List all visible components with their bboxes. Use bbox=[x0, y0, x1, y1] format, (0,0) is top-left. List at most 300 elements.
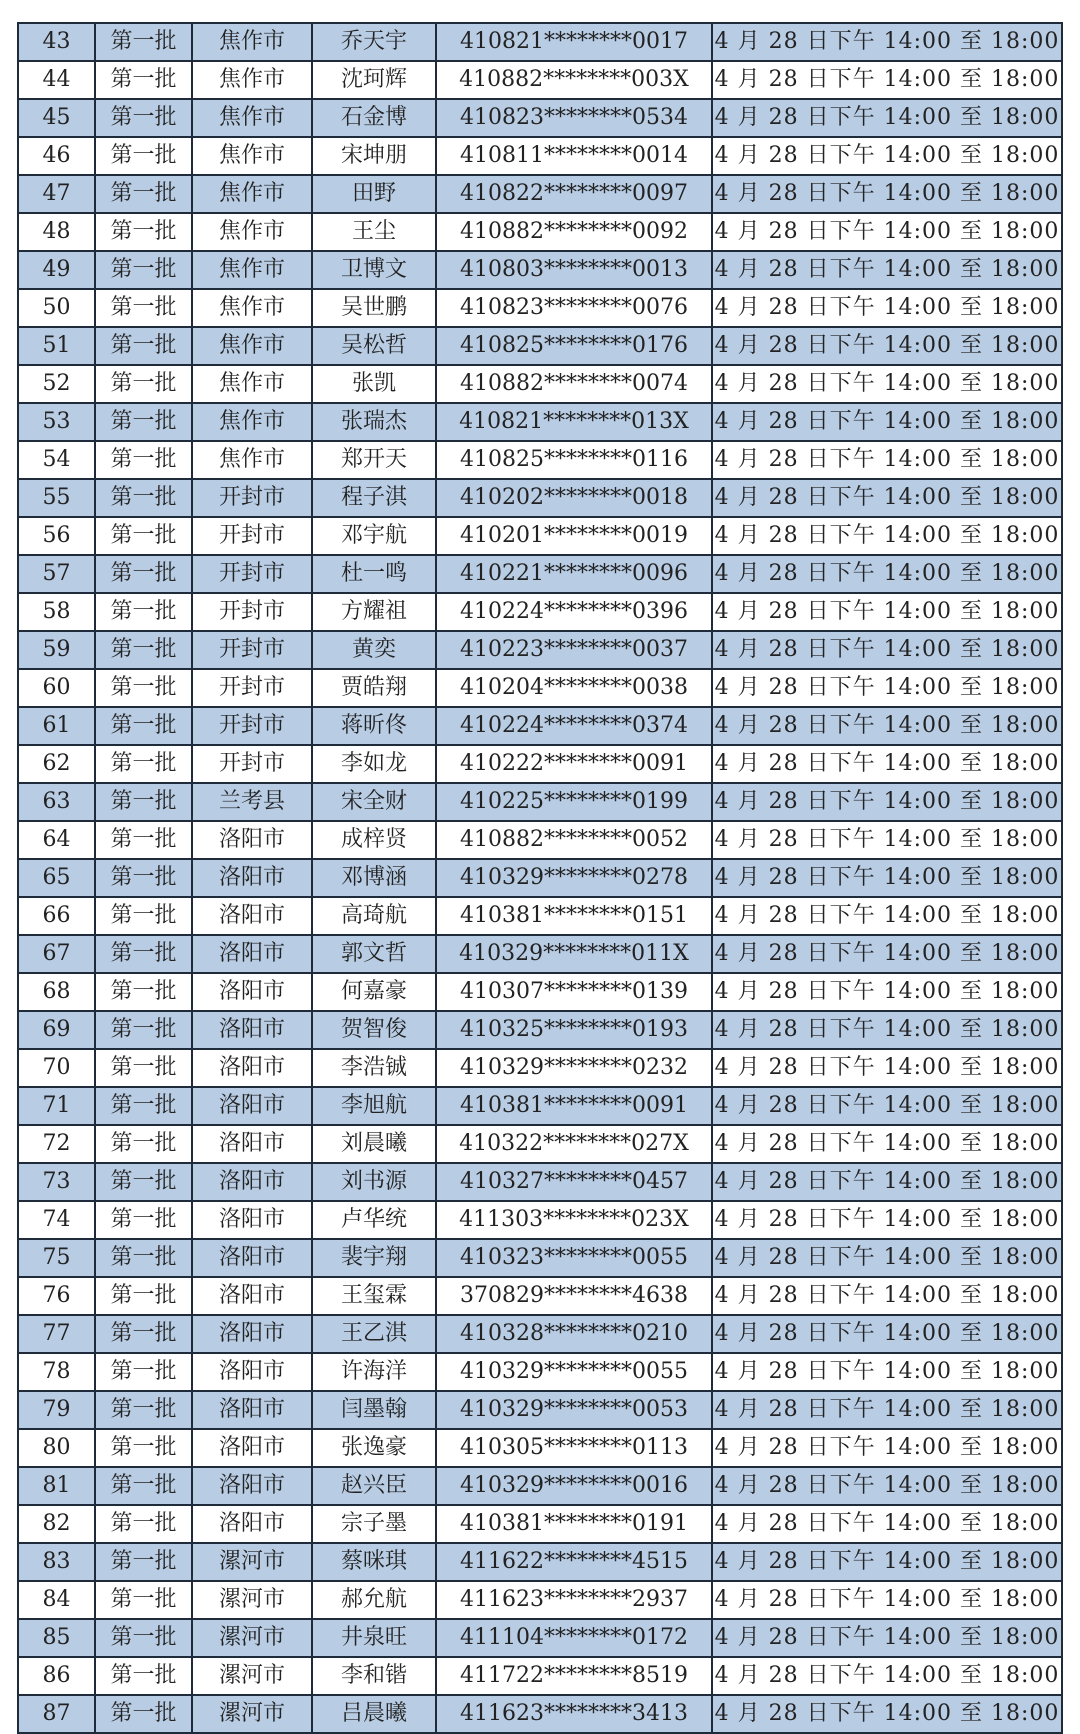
row-number-cell: 69 bbox=[18, 1011, 95, 1049]
table-row bbox=[18, 403, 1062, 441]
row-number-cell: 65 bbox=[18, 859, 95, 897]
row-number-cell: 45 bbox=[18, 99, 95, 137]
id-number-cell: 410329********0055 bbox=[436, 1353, 712, 1391]
city-cell: 焦作市 bbox=[192, 327, 312, 365]
city-cell: 洛阳市 bbox=[192, 1505, 312, 1543]
batch-cell: 第一批 bbox=[95, 1315, 192, 1353]
city-cell: 焦作市 bbox=[192, 251, 312, 289]
row-number-cell: 71 bbox=[18, 1087, 95, 1125]
batch-cell: 第一批 bbox=[95, 213, 192, 251]
id-number-cell: 411623********3413 bbox=[436, 1695, 712, 1733]
name-cell: 宋坤朋 bbox=[312, 137, 436, 175]
name-cell: 方耀祖 bbox=[312, 593, 436, 631]
row-number-cell: 85 bbox=[18, 1619, 95, 1657]
row-number-cell: 47 bbox=[18, 175, 95, 213]
city-cell: 焦作市 bbox=[192, 137, 312, 175]
time-slot-cell: 4 月 28 日下午 14:00 至 18:00 bbox=[712, 479, 1062, 517]
name-cell: 邓博涵 bbox=[312, 859, 436, 897]
name-cell: 沈珂辉 bbox=[312, 61, 436, 99]
row-number-cell: 77 bbox=[18, 1315, 95, 1353]
time-slot-cell: 4 月 28 日下午 14:00 至 18:00 bbox=[712, 935, 1062, 973]
id-number-cell: 410223********0037 bbox=[436, 631, 712, 669]
row-number-cell: 86 bbox=[18, 1657, 95, 1695]
batch-cell: 第一批 bbox=[95, 289, 192, 327]
city-cell: 洛阳市 bbox=[192, 897, 312, 935]
batch-cell: 第一批 bbox=[95, 441, 192, 479]
city-cell: 漯河市 bbox=[192, 1581, 312, 1619]
row-number-cell: 81 bbox=[18, 1467, 95, 1505]
name-cell: 吴世鹏 bbox=[312, 289, 436, 327]
batch-cell: 第一批 bbox=[95, 1619, 192, 1657]
table-row bbox=[18, 1391, 1062, 1429]
name-cell: 李旭航 bbox=[312, 1087, 436, 1125]
batch-cell: 第一批 bbox=[95, 745, 192, 783]
city-cell: 洛阳市 bbox=[192, 1467, 312, 1505]
city-cell: 开封市 bbox=[192, 555, 312, 593]
city-cell: 洛阳市 bbox=[192, 1239, 312, 1277]
id-number-cell: 410204********0038 bbox=[436, 669, 712, 707]
table-row bbox=[18, 365, 1062, 403]
time-slot-cell: 4 月 28 日下午 14:00 至 18:00 bbox=[712, 61, 1062, 99]
name-cell: 王乙淇 bbox=[312, 1315, 436, 1353]
city-cell: 开封市 bbox=[192, 593, 312, 631]
time-slot-cell: 4 月 28 日下午 14:00 至 18:00 bbox=[712, 821, 1062, 859]
batch-cell: 第一批 bbox=[95, 1695, 192, 1733]
batch-cell: 第一批 bbox=[95, 631, 192, 669]
name-cell: 程子淇 bbox=[312, 479, 436, 517]
name-cell: 郝允航 bbox=[312, 1581, 436, 1619]
time-slot-cell: 4 月 28 日下午 14:00 至 18:00 bbox=[712, 1163, 1062, 1201]
table-row bbox=[18, 707, 1062, 745]
name-cell: 郑开天 bbox=[312, 441, 436, 479]
id-number-cell: 410305********0113 bbox=[436, 1429, 712, 1467]
table-row bbox=[18, 1505, 1062, 1543]
batch-cell: 第一批 bbox=[95, 783, 192, 821]
row-number-cell: 60 bbox=[18, 669, 95, 707]
row-number-cell: 64 bbox=[18, 821, 95, 859]
name-cell: 邓宇航 bbox=[312, 517, 436, 555]
city-cell: 开封市 bbox=[192, 707, 312, 745]
city-cell: 焦作市 bbox=[192, 175, 312, 213]
city-cell: 焦作市 bbox=[192, 365, 312, 403]
id-number-cell: 410822********0097 bbox=[436, 175, 712, 213]
name-cell: 石金博 bbox=[312, 99, 436, 137]
table-row bbox=[18, 935, 1062, 973]
table-row bbox=[18, 593, 1062, 631]
name-cell: 李浩铖 bbox=[312, 1049, 436, 1087]
time-slot-cell: 4 月 28 日下午 14:00 至 18:00 bbox=[712, 745, 1062, 783]
name-cell: 赵兴臣 bbox=[312, 1467, 436, 1505]
roster-table-container bbox=[17, 22, 1061, 1734]
time-slot-cell: 4 月 28 日下午 14:00 至 18:00 bbox=[712, 1049, 1062, 1087]
name-cell: 何嘉豪 bbox=[312, 973, 436, 1011]
time-slot-cell: 4 月 28 日下午 14:00 至 18:00 bbox=[712, 441, 1062, 479]
city-cell: 兰考县 bbox=[192, 783, 312, 821]
row-number-cell: 79 bbox=[18, 1391, 95, 1429]
name-cell: 黄奕 bbox=[312, 631, 436, 669]
id-number-cell: 410381********0091 bbox=[436, 1087, 712, 1125]
batch-cell: 第一批 bbox=[95, 327, 192, 365]
row-number-cell: 83 bbox=[18, 1543, 95, 1581]
id-number-cell: 410224********0396 bbox=[436, 593, 712, 631]
id-number-cell: 410329********0232 bbox=[436, 1049, 712, 1087]
name-cell: 许海洋 bbox=[312, 1353, 436, 1391]
table-row bbox=[18, 821, 1062, 859]
city-cell: 漯河市 bbox=[192, 1543, 312, 1581]
id-number-cell: 410329********0053 bbox=[436, 1391, 712, 1429]
city-cell: 洛阳市 bbox=[192, 1429, 312, 1467]
time-slot-cell: 4 月 28 日下午 14:00 至 18:00 bbox=[712, 1353, 1062, 1391]
batch-cell: 第一批 bbox=[95, 99, 192, 137]
row-number-cell: 66 bbox=[18, 897, 95, 935]
time-slot-cell: 4 月 28 日下午 14:00 至 18:00 bbox=[712, 1505, 1062, 1543]
time-slot-cell: 4 月 28 日下午 14:00 至 18:00 bbox=[712, 1429, 1062, 1467]
id-number-cell: 410381********0151 bbox=[436, 897, 712, 935]
table-row bbox=[18, 1353, 1062, 1391]
name-cell: 张逸豪 bbox=[312, 1429, 436, 1467]
city-cell: 洛阳市 bbox=[192, 1391, 312, 1429]
table-row bbox=[18, 441, 1062, 479]
time-slot-cell: 4 月 28 日下午 14:00 至 18:00 bbox=[712, 897, 1062, 935]
id-number-cell: 410811********0014 bbox=[436, 137, 712, 175]
id-number-cell: 410381********0191 bbox=[436, 1505, 712, 1543]
batch-cell: 第一批 bbox=[95, 137, 192, 175]
row-number-cell: 52 bbox=[18, 365, 95, 403]
city-cell: 开封市 bbox=[192, 745, 312, 783]
id-number-cell: 410825********0116 bbox=[436, 441, 712, 479]
time-slot-cell: 4 月 28 日下午 14:00 至 18:00 bbox=[712, 1391, 1062, 1429]
city-cell: 洛阳市 bbox=[192, 1353, 312, 1391]
row-number-cell: 73 bbox=[18, 1163, 95, 1201]
time-slot-cell: 4 月 28 日下午 14:00 至 18:00 bbox=[712, 213, 1062, 251]
id-number-cell: 410882********0052 bbox=[436, 821, 712, 859]
city-cell: 洛阳市 bbox=[192, 1201, 312, 1239]
table-row bbox=[18, 1619, 1062, 1657]
city-cell: 洛阳市 bbox=[192, 821, 312, 859]
time-slot-cell: 4 月 28 日下午 14:00 至 18:00 bbox=[712, 859, 1062, 897]
row-number-cell: 78 bbox=[18, 1353, 95, 1391]
row-number-cell: 43 bbox=[18, 23, 95, 61]
time-slot-cell: 4 月 28 日下午 14:00 至 18:00 bbox=[712, 1125, 1062, 1163]
table-row bbox=[18, 783, 1062, 821]
row-number-cell: 58 bbox=[18, 593, 95, 631]
batch-cell: 第一批 bbox=[95, 479, 192, 517]
city-cell: 漯河市 bbox=[192, 1657, 312, 1695]
time-slot-cell: 4 月 28 日下午 14:00 至 18:00 bbox=[712, 1657, 1062, 1695]
time-slot-cell: 4 月 28 日下午 14:00 至 18:00 bbox=[712, 23, 1062, 61]
table-row bbox=[18, 1657, 1062, 1695]
table-row bbox=[18, 1429, 1062, 1467]
batch-cell: 第一批 bbox=[95, 707, 192, 745]
id-number-cell: 410323********0055 bbox=[436, 1239, 712, 1277]
city-cell: 洛阳市 bbox=[192, 973, 312, 1011]
batch-cell: 第一批 bbox=[95, 1201, 192, 1239]
row-number-cell: 44 bbox=[18, 61, 95, 99]
table-row bbox=[18, 1087, 1062, 1125]
batch-cell: 第一批 bbox=[95, 517, 192, 555]
time-slot-cell: 4 月 28 日下午 14:00 至 18:00 bbox=[712, 365, 1062, 403]
id-number-cell: 411303********023X bbox=[436, 1201, 712, 1239]
id-number-cell: 410882********0074 bbox=[436, 365, 712, 403]
table-row bbox=[18, 1277, 1062, 1315]
time-slot-cell: 4 月 28 日下午 14:00 至 18:00 bbox=[712, 99, 1062, 137]
row-number-cell: 63 bbox=[18, 783, 95, 821]
time-slot-cell: 4 月 28 日下午 14:00 至 18:00 bbox=[712, 1695, 1062, 1733]
row-number-cell: 51 bbox=[18, 327, 95, 365]
time-slot-cell: 4 月 28 日下午 14:00 至 18:00 bbox=[712, 669, 1062, 707]
id-number-cell: 410803********0013 bbox=[436, 251, 712, 289]
id-number-cell: 410825********0176 bbox=[436, 327, 712, 365]
name-cell: 卢华统 bbox=[312, 1201, 436, 1239]
id-number-cell: 411623********2937 bbox=[436, 1581, 712, 1619]
batch-cell: 第一批 bbox=[95, 23, 192, 61]
id-number-cell: 410823********0534 bbox=[436, 99, 712, 137]
table-row bbox=[18, 517, 1062, 555]
city-cell: 焦作市 bbox=[192, 213, 312, 251]
row-number-cell: 53 bbox=[18, 403, 95, 441]
table-row bbox=[18, 1581, 1062, 1619]
batch-cell: 第一批 bbox=[95, 1163, 192, 1201]
row-number-cell: 54 bbox=[18, 441, 95, 479]
id-number-cell: 410882********003X bbox=[436, 61, 712, 99]
row-number-cell: 76 bbox=[18, 1277, 95, 1315]
table-row bbox=[18, 1163, 1062, 1201]
table-row bbox=[18, 479, 1062, 517]
name-cell: 张瑞杰 bbox=[312, 403, 436, 441]
name-cell: 刘晨曦 bbox=[312, 1125, 436, 1163]
batch-cell: 第一批 bbox=[95, 821, 192, 859]
id-number-cell: 410329********0278 bbox=[436, 859, 712, 897]
row-number-cell: 68 bbox=[18, 973, 95, 1011]
row-number-cell: 55 bbox=[18, 479, 95, 517]
batch-cell: 第一批 bbox=[95, 1011, 192, 1049]
table-row bbox=[18, 859, 1062, 897]
table-row bbox=[18, 631, 1062, 669]
batch-cell: 第一批 bbox=[95, 403, 192, 441]
time-slot-cell: 4 月 28 日下午 14:00 至 18:00 bbox=[712, 1201, 1062, 1239]
name-cell: 乔天宇 bbox=[312, 23, 436, 61]
time-slot-cell: 4 月 28 日下午 14:00 至 18:00 bbox=[712, 1467, 1062, 1505]
table-row bbox=[18, 973, 1062, 1011]
table-row bbox=[18, 1543, 1062, 1581]
batch-cell: 第一批 bbox=[95, 593, 192, 631]
name-cell: 贾皓翔 bbox=[312, 669, 436, 707]
id-number-cell: 410328********0210 bbox=[436, 1315, 712, 1353]
id-number-cell: 410329********011X bbox=[436, 935, 712, 973]
city-cell: 洛阳市 bbox=[192, 935, 312, 973]
table-row bbox=[18, 99, 1062, 137]
roster-table-body bbox=[18, 23, 1062, 1733]
batch-cell: 第一批 bbox=[95, 1543, 192, 1581]
table-row bbox=[18, 289, 1062, 327]
batch-cell: 第一批 bbox=[95, 669, 192, 707]
table-row bbox=[18, 555, 1062, 593]
id-number-cell: 410325********0193 bbox=[436, 1011, 712, 1049]
city-cell: 焦作市 bbox=[192, 289, 312, 327]
city-cell: 洛阳市 bbox=[192, 1087, 312, 1125]
id-number-cell: 410821********013X bbox=[436, 403, 712, 441]
id-number-cell: 410221********0096 bbox=[436, 555, 712, 593]
time-slot-cell: 4 月 28 日下午 14:00 至 18:00 bbox=[712, 289, 1062, 327]
table-row bbox=[18, 175, 1062, 213]
time-slot-cell: 4 月 28 日下午 14:00 至 18:00 bbox=[712, 783, 1062, 821]
id-number-cell: 410327********0457 bbox=[436, 1163, 712, 1201]
name-cell: 田野 bbox=[312, 175, 436, 213]
row-number-cell: 46 bbox=[18, 137, 95, 175]
name-cell: 宗子墨 bbox=[312, 1505, 436, 1543]
city-cell: 洛阳市 bbox=[192, 1277, 312, 1315]
table-row bbox=[18, 213, 1062, 251]
time-slot-cell: 4 月 28 日下午 14:00 至 18:00 bbox=[712, 1087, 1062, 1125]
batch-cell: 第一批 bbox=[95, 859, 192, 897]
time-slot-cell: 4 月 28 日下午 14:00 至 18:00 bbox=[712, 175, 1062, 213]
id-number-cell: 410322********027X bbox=[436, 1125, 712, 1163]
time-slot-cell: 4 月 28 日下午 14:00 至 18:00 bbox=[712, 327, 1062, 365]
city-cell: 洛阳市 bbox=[192, 1011, 312, 1049]
batch-cell: 第一批 bbox=[95, 897, 192, 935]
row-number-cell: 87 bbox=[18, 1695, 95, 1733]
time-slot-cell: 4 月 28 日下午 14:00 至 18:00 bbox=[712, 1543, 1062, 1581]
city-cell: 洛阳市 bbox=[192, 1125, 312, 1163]
name-cell: 井泉旺 bbox=[312, 1619, 436, 1657]
id-number-cell: 411722********8519 bbox=[436, 1657, 712, 1695]
batch-cell: 第一批 bbox=[95, 935, 192, 973]
city-cell: 焦作市 bbox=[192, 61, 312, 99]
city-cell: 洛阳市 bbox=[192, 1049, 312, 1087]
city-cell: 开封市 bbox=[192, 669, 312, 707]
id-number-cell: 410882********0092 bbox=[436, 213, 712, 251]
id-number-cell: 410202********0018 bbox=[436, 479, 712, 517]
table-row bbox=[18, 327, 1062, 365]
table-row bbox=[18, 1011, 1062, 1049]
name-cell: 卫博文 bbox=[312, 251, 436, 289]
time-slot-cell: 4 月 28 日下午 14:00 至 18:00 bbox=[712, 251, 1062, 289]
batch-cell: 第一批 bbox=[95, 1467, 192, 1505]
batch-cell: 第一批 bbox=[95, 1125, 192, 1163]
city-cell: 开封市 bbox=[192, 479, 312, 517]
name-cell: 刘书源 bbox=[312, 1163, 436, 1201]
table-row bbox=[18, 1125, 1062, 1163]
time-slot-cell: 4 月 28 日下午 14:00 至 18:00 bbox=[712, 707, 1062, 745]
id-number-cell: 410225********0199 bbox=[436, 783, 712, 821]
batch-cell: 第一批 bbox=[95, 61, 192, 99]
name-cell: 吕晨曦 bbox=[312, 1695, 436, 1733]
table-row bbox=[18, 897, 1062, 935]
batch-cell: 第一批 bbox=[95, 1087, 192, 1125]
time-slot-cell: 4 月 28 日下午 14:00 至 18:00 bbox=[712, 1619, 1062, 1657]
batch-cell: 第一批 bbox=[95, 1239, 192, 1277]
batch-cell: 第一批 bbox=[95, 1049, 192, 1087]
batch-cell: 第一批 bbox=[95, 1429, 192, 1467]
name-cell: 裴宇翔 bbox=[312, 1239, 436, 1277]
row-number-cell: 70 bbox=[18, 1049, 95, 1087]
batch-cell: 第一批 bbox=[95, 1391, 192, 1429]
batch-cell: 第一批 bbox=[95, 175, 192, 213]
table-row bbox=[18, 1315, 1062, 1353]
name-cell: 蔡咪琪 bbox=[312, 1543, 436, 1581]
id-number-cell: 410823********0076 bbox=[436, 289, 712, 327]
table-row bbox=[18, 1201, 1062, 1239]
time-slot-cell: 4 月 28 日下午 14:00 至 18:00 bbox=[712, 973, 1062, 1011]
table-row bbox=[18, 251, 1062, 289]
batch-cell: 第一批 bbox=[95, 1581, 192, 1619]
row-number-cell: 48 bbox=[18, 213, 95, 251]
id-number-cell: 370829********4638 bbox=[436, 1277, 712, 1315]
time-slot-cell: 4 月 28 日下午 14:00 至 18:00 bbox=[712, 631, 1062, 669]
name-cell: 蒋昕佟 bbox=[312, 707, 436, 745]
city-cell: 漯河市 bbox=[192, 1695, 312, 1733]
city-cell: 洛阳市 bbox=[192, 1163, 312, 1201]
batch-cell: 第一批 bbox=[95, 973, 192, 1011]
row-number-cell: 59 bbox=[18, 631, 95, 669]
id-number-cell: 410329********0016 bbox=[436, 1467, 712, 1505]
city-cell: 洛阳市 bbox=[192, 859, 312, 897]
city-cell: 洛阳市 bbox=[192, 1315, 312, 1353]
id-number-cell: 410222********0091 bbox=[436, 745, 712, 783]
name-cell: 成梓贤 bbox=[312, 821, 436, 859]
time-slot-cell: 4 月 28 日下午 14:00 至 18:00 bbox=[712, 517, 1062, 555]
time-slot-cell: 4 月 28 日下午 14:00 至 18:00 bbox=[712, 1239, 1062, 1277]
row-number-cell: 84 bbox=[18, 1581, 95, 1619]
id-number-cell: 410307********0139 bbox=[436, 973, 712, 1011]
name-cell: 杜一鸣 bbox=[312, 555, 436, 593]
name-cell: 郭文哲 bbox=[312, 935, 436, 973]
row-number-cell: 82 bbox=[18, 1505, 95, 1543]
id-number-cell: 410201********0019 bbox=[436, 517, 712, 555]
city-cell: 焦作市 bbox=[192, 23, 312, 61]
name-cell: 王玺霖 bbox=[312, 1277, 436, 1315]
name-cell: 宋全财 bbox=[312, 783, 436, 821]
table-row bbox=[18, 1467, 1062, 1505]
city-cell: 焦作市 bbox=[192, 403, 312, 441]
row-number-cell: 62 bbox=[18, 745, 95, 783]
table-row bbox=[18, 1695, 1062, 1733]
row-number-cell: 67 bbox=[18, 935, 95, 973]
name-cell: 李如龙 bbox=[312, 745, 436, 783]
time-slot-cell: 4 月 28 日下午 14:00 至 18:00 bbox=[712, 403, 1062, 441]
name-cell: 张凯 bbox=[312, 365, 436, 403]
time-slot-cell: 4 月 28 日下午 14:00 至 18:00 bbox=[712, 593, 1062, 631]
batch-cell: 第一批 bbox=[95, 1505, 192, 1543]
batch-cell: 第一批 bbox=[95, 1277, 192, 1315]
row-number-cell: 75 bbox=[18, 1239, 95, 1277]
city-cell: 焦作市 bbox=[192, 441, 312, 479]
name-cell: 王尘 bbox=[312, 213, 436, 251]
row-number-cell: 49 bbox=[18, 251, 95, 289]
id-number-cell: 411104********0172 bbox=[436, 1619, 712, 1657]
time-slot-cell: 4 月 28 日下午 14:00 至 18:00 bbox=[712, 555, 1062, 593]
batch-cell: 第一批 bbox=[95, 251, 192, 289]
table-row bbox=[18, 137, 1062, 175]
row-number-cell: 72 bbox=[18, 1125, 95, 1163]
time-slot-cell: 4 月 28 日下午 14:00 至 18:00 bbox=[712, 137, 1062, 175]
time-slot-cell: 4 月 28 日下午 14:00 至 18:00 bbox=[712, 1277, 1062, 1315]
time-slot-cell: 4 月 28 日下午 14:00 至 18:00 bbox=[712, 1315, 1062, 1353]
name-cell: 吴松哲 bbox=[312, 327, 436, 365]
id-number-cell: 410224********0374 bbox=[436, 707, 712, 745]
batch-cell: 第一批 bbox=[95, 1657, 192, 1695]
time-slot-cell: 4 月 28 日下午 14:00 至 18:00 bbox=[712, 1011, 1062, 1049]
table-row bbox=[18, 61, 1062, 99]
row-number-cell: 50 bbox=[18, 289, 95, 327]
roster-table bbox=[17, 22, 1063, 1734]
table-row bbox=[18, 1049, 1062, 1087]
batch-cell: 第一批 bbox=[95, 1353, 192, 1391]
id-number-cell: 410821********0017 bbox=[436, 23, 712, 61]
name-cell: 闫墨翰 bbox=[312, 1391, 436, 1429]
name-cell: 高琦航 bbox=[312, 897, 436, 935]
row-number-cell: 61 bbox=[18, 707, 95, 745]
